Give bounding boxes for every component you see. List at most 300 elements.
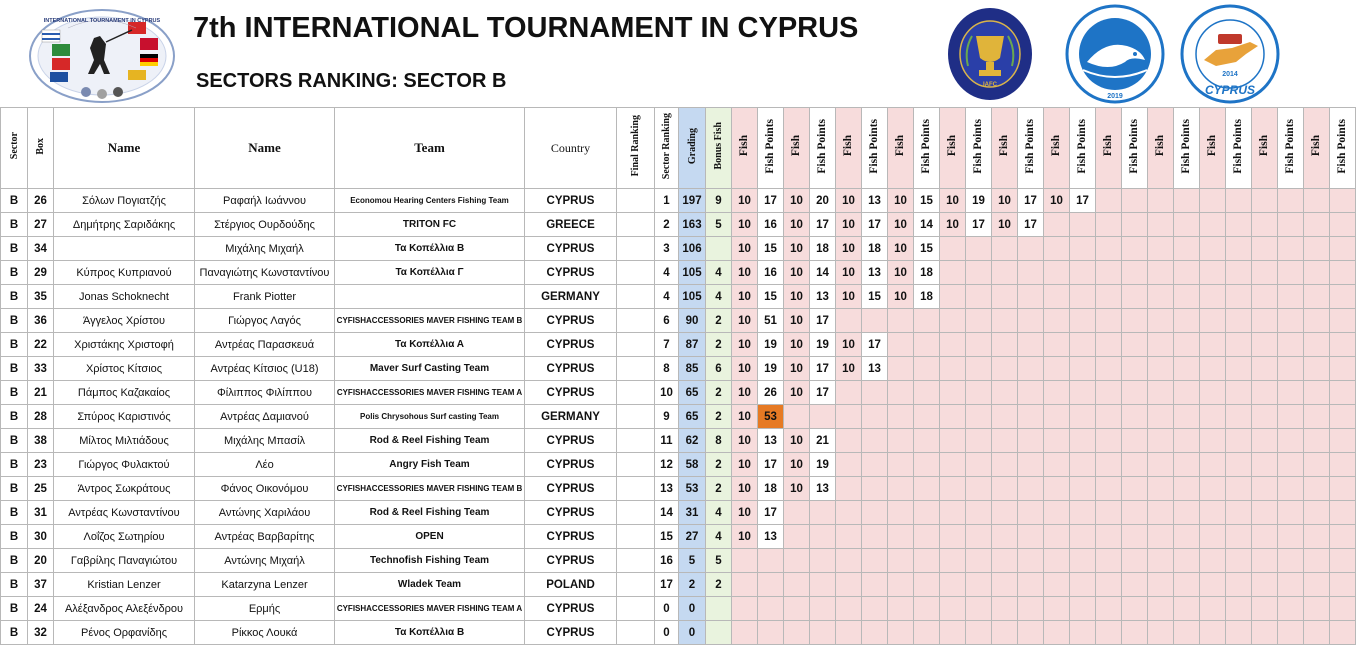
cell-fish-points (758, 621, 784, 645)
cell-final-ranking (617, 261, 655, 285)
cell-fish (1096, 381, 1122, 405)
cell-fish (836, 477, 862, 501)
cell-fish-points (1122, 285, 1148, 309)
cell-fish (1304, 213, 1330, 237)
cell-fish-points: 17 (810, 213, 836, 237)
cell-fish-points (914, 333, 940, 357)
cell-fish (1200, 285, 1226, 309)
cell-final-ranking (617, 333, 655, 357)
cell-fish (1200, 357, 1226, 381)
cell-fish: 10 (784, 189, 810, 213)
cell-fish (1096, 261, 1122, 285)
cell-team: Rod & Reel Fishing Team (335, 429, 525, 453)
cell-fish (940, 621, 966, 645)
cell-fish-points (1122, 213, 1148, 237)
cell-box: 27 (28, 213, 54, 237)
cell-fish-points (862, 405, 888, 429)
cell-fish-points (1070, 261, 1096, 285)
cell-bonus-fish: 4 (706, 261, 732, 285)
cell-fish (784, 621, 810, 645)
cell-fish: 10 (732, 261, 758, 285)
cell-fish: 10 (732, 405, 758, 429)
cell-fish-points (1174, 189, 1200, 213)
cell-grading: 5 (679, 549, 706, 573)
page-subtitle: SECTORS RANKING: SECTOR B (196, 70, 507, 92)
cell-fish-points (914, 573, 940, 597)
cell-fish (992, 333, 1018, 357)
cell-sector-ranking: 14 (655, 501, 679, 525)
cell-fish-points (862, 573, 888, 597)
cell-fish (1252, 501, 1278, 525)
cell-fish-points (1070, 357, 1096, 381)
cell-sector: B (1, 501, 28, 525)
cell-sector: B (1, 525, 28, 549)
cell-fish-points (1122, 357, 1148, 381)
cell-fish-points (1278, 357, 1304, 381)
cell-fish-points (1018, 501, 1044, 525)
cell-fish-points: 19 (758, 357, 784, 381)
cell-fish (1148, 381, 1174, 405)
cell-fish (940, 429, 966, 453)
cell-fish-points (1226, 501, 1252, 525)
header-fish: Fish (992, 108, 1018, 189)
cell-fish (1096, 285, 1122, 309)
cell-fish (1200, 309, 1226, 333)
cell-grading: 2 (679, 573, 706, 597)
cell-fish-points (1122, 501, 1148, 525)
cell-fish-points: 17 (1070, 189, 1096, 213)
cell-grading: 105 (679, 261, 706, 285)
header-fish-points: Fish Points (966, 108, 992, 189)
cell-sector: B (1, 237, 28, 261)
cell-fish (1044, 309, 1070, 333)
cell-country: GERMANY (525, 285, 617, 309)
cell-fish-points: 15 (914, 189, 940, 213)
cell-fish-points (966, 477, 992, 501)
cell-partner-name: Frank Piotter (195, 285, 335, 309)
cell-bonus-fish: 2 (706, 453, 732, 477)
cell-fish (1148, 261, 1174, 285)
cell-name: Γιώργος Φυλακτού (54, 453, 195, 477)
cell-team: Technofish Fishing Team (335, 549, 525, 573)
cell-fish (732, 573, 758, 597)
cell-fish (992, 429, 1018, 453)
cell-fish-points (1226, 285, 1252, 309)
cell-fish (992, 573, 1018, 597)
cell-fish (1304, 429, 1330, 453)
cell-fish (888, 597, 914, 621)
cell-fish (940, 501, 966, 525)
cell-sector-ranking: 17 (655, 573, 679, 597)
cell-name: Αλέξανδρος Αλεξένδρου (54, 597, 195, 621)
cell-fish (1252, 213, 1278, 237)
cell-fish (1200, 405, 1226, 429)
cell-fish-points (966, 597, 992, 621)
cell-fish: 10 (784, 285, 810, 309)
cell-fish-points: 17 (758, 189, 784, 213)
cell-team: CYFISHACCESSORIES MAVER FISHING TEAM B (335, 309, 525, 333)
cell-team: Rod & Reel Fishing Team (335, 501, 525, 525)
cell-fish-points (1018, 405, 1044, 429)
cell-fish-points: 21 (810, 429, 836, 453)
cell-fish: 10 (732, 213, 758, 237)
cell-fish (836, 501, 862, 525)
cell-name: Άγγελος Χρίστου (54, 309, 195, 333)
cell-fish-points (914, 549, 940, 573)
cell-team: CYFISHACCESSORIES MAVER FISHING TEAM B (335, 477, 525, 501)
cell-fish-points (1070, 549, 1096, 573)
cell-fish (1148, 501, 1174, 525)
cell-fish (784, 597, 810, 621)
header-fish-points: Fish Points (1018, 108, 1044, 189)
cell-fish-points (810, 573, 836, 597)
cell-fish (1304, 549, 1330, 573)
header-fish-points: Fish Points (1122, 108, 1148, 189)
cell-fish (940, 357, 966, 381)
cell-fish-points (1278, 549, 1304, 573)
cell-name: Αντρέας Κωνσταντίνου (54, 501, 195, 525)
cell-fish (888, 309, 914, 333)
cell-fish-points (1278, 189, 1304, 213)
cell-name: Ρένος Ορφανίδης (54, 621, 195, 645)
cyprus-federation-logo (1065, 4, 1165, 104)
cell-fish: 10 (888, 189, 914, 213)
cell-fish-points (1122, 237, 1148, 261)
cell-fish-points (1018, 357, 1044, 381)
header-fish-points: Fish Points (914, 108, 940, 189)
cell-grading: 0 (679, 597, 706, 621)
cell-fish-points (1018, 549, 1044, 573)
cell-fish (1252, 405, 1278, 429)
cell-country: POLAND (525, 573, 617, 597)
cell-bonus-fish: 5 (706, 213, 732, 237)
cell-fish-points (1330, 189, 1356, 213)
cell-box: 21 (28, 381, 54, 405)
cell-fish (1304, 573, 1330, 597)
tournament-logo-text: INTERNATIONAL TOURNAMENT IN CYPRUS (43, 18, 161, 24)
cell-country: CYPRUS (525, 621, 617, 645)
cell-final-ranking (617, 453, 655, 477)
cell-bonus-fish: 9 (706, 189, 732, 213)
header-fish: Fish (784, 108, 810, 189)
cell-fish (940, 333, 966, 357)
cell-fish (888, 453, 914, 477)
cell-fish (1252, 357, 1278, 381)
cell-fish-points: 16 (758, 213, 784, 237)
cell-name: Πάμπος Καζακαίος (54, 381, 195, 405)
cell-fish (1044, 549, 1070, 573)
cell-fish (992, 381, 1018, 405)
cell-name: Κύπρος Κυπριανού (54, 261, 195, 285)
cell-fish-points (1122, 261, 1148, 285)
cell-fish (1304, 333, 1330, 357)
cell-fish (1044, 621, 1070, 645)
cell-fish-points (1278, 213, 1304, 237)
cell-partner-name: Φίλιππος Φιλίππου (195, 381, 335, 405)
cell-fish (1096, 429, 1122, 453)
cell-fish: 10 (732, 285, 758, 309)
header-fish: Fish (888, 108, 914, 189)
cell-fish-points: 19 (810, 453, 836, 477)
cell-name: Χριστάκης Χριστοφή (54, 333, 195, 357)
cell-fish (1200, 261, 1226, 285)
cell-sector-ranking: 13 (655, 477, 679, 501)
cell-fish (888, 525, 914, 549)
cell-fish-points (1070, 597, 1096, 621)
cell-fish (1044, 597, 1070, 621)
cell-fish-points (810, 549, 836, 573)
cell-fish (836, 405, 862, 429)
cell-fish (1096, 549, 1122, 573)
cell-fish-points: 18 (758, 477, 784, 501)
cell-fish (732, 549, 758, 573)
cell-fish (1044, 405, 1070, 429)
cell-fish: 10 (784, 453, 810, 477)
cell-box: 23 (28, 453, 54, 477)
cell-sector-ranking: 16 (655, 549, 679, 573)
header-fish: Fish (836, 108, 862, 189)
cell-fish (992, 525, 1018, 549)
cell-sector-ranking: 0 (655, 597, 679, 621)
cell-fish-points (1018, 261, 1044, 285)
cell-fish-points (1226, 573, 1252, 597)
cell-fish-points (810, 525, 836, 549)
cell-fish-points (1174, 309, 1200, 333)
header-fish-points: Fish Points (810, 108, 836, 189)
header-sector-ranking: Sector Ranking (655, 108, 679, 189)
cell-partner-name: Λέο (195, 453, 335, 477)
table-row (1, 333, 1356, 357)
cell-final-ranking (617, 237, 655, 261)
cell-fish: 10 (784, 261, 810, 285)
cell-fish (784, 549, 810, 573)
cell-fish-points (1070, 573, 1096, 597)
cell-fish-points (966, 237, 992, 261)
table-row (1, 213, 1356, 237)
cell-fish: 10 (888, 213, 914, 237)
cell-fish-points (1278, 333, 1304, 357)
cell-partner-name: Μιχάλης Μιχαήλ (195, 237, 335, 261)
club-year: 2014 (1222, 71, 1238, 78)
cell-team: Τα Κοπέλλια Β (335, 237, 525, 261)
cell-team: Polis Chrysohous Surf casting Team (335, 405, 525, 429)
cell-fish-points: 13 (862, 261, 888, 285)
table-row (1, 189, 1356, 213)
cell-fish-points (810, 621, 836, 645)
cell-fish-points (1278, 429, 1304, 453)
cell-fish-points (1226, 621, 1252, 645)
cell-fish-points (1070, 285, 1096, 309)
cell-fish-points (1070, 453, 1096, 477)
cell-fish (888, 381, 914, 405)
cell-final-ranking (617, 549, 655, 573)
cell-fish (1304, 621, 1330, 645)
cell-fish (1044, 237, 1070, 261)
cell-fish (1252, 597, 1278, 621)
header-fish: Fish (1252, 108, 1278, 189)
cell-sector-ranking: 11 (655, 429, 679, 453)
cell-team: TRITON FC (335, 213, 525, 237)
cell-fish-points (758, 597, 784, 621)
cell-fish: 10 (732, 357, 758, 381)
cell-bonus-fish: 2 (706, 477, 732, 501)
cell-fish-points (914, 621, 940, 645)
cell-fish-points (1070, 333, 1096, 357)
cell-partner-name: Αντρέας Κίτσιος (U18) (195, 357, 335, 381)
cell-fish (1304, 381, 1330, 405)
cell-fish (1252, 621, 1278, 645)
cell-grading: 105 (679, 285, 706, 309)
header-fish: Fish (1148, 108, 1174, 189)
cell-fish: 10 (992, 213, 1018, 237)
cell-fish-points (966, 573, 992, 597)
cell-fish (1200, 525, 1226, 549)
cell-fish: 10 (836, 285, 862, 309)
cell-fish-points: 14 (810, 261, 836, 285)
cell-fish (1096, 357, 1122, 381)
cell-fish (940, 381, 966, 405)
cell-final-ranking (617, 309, 655, 333)
table-row (1, 429, 1356, 453)
cell-fish-points (1122, 405, 1148, 429)
cell-sector: B (1, 333, 28, 357)
cell-sector-ranking: 6 (655, 309, 679, 333)
table-row (1, 381, 1356, 405)
cell-fish (1044, 357, 1070, 381)
cell-fish-points (1226, 333, 1252, 357)
cell-country: CYPRUS (525, 189, 617, 213)
header-name1: Name (54, 108, 195, 189)
cell-fish-points (1122, 525, 1148, 549)
cell-fish-points (862, 525, 888, 549)
cell-fish (1304, 189, 1330, 213)
table-row (1, 621, 1356, 645)
cell-fish-points (1226, 477, 1252, 501)
cell-grading: 27 (679, 525, 706, 549)
cell-fish-points (1174, 381, 1200, 405)
cell-fish (1304, 405, 1330, 429)
cell-fish-points (1070, 405, 1096, 429)
cell-fish: 10 (784, 477, 810, 501)
cell-fish: 10 (732, 477, 758, 501)
cell-final-ranking (617, 501, 655, 525)
cell-fish-points (914, 453, 940, 477)
cell-name: Σόλων Πογιατζής (54, 189, 195, 213)
cell-fish (1200, 453, 1226, 477)
club-sub: CYPRUS (1204, 83, 1256, 97)
cell-fish-points (1070, 501, 1096, 525)
cell-sector: B (1, 453, 28, 477)
cell-fish-points (1018, 333, 1044, 357)
cell-partner-name: Παναγιώτης Κωνσταντίνου (195, 261, 335, 285)
cell-sector: B (1, 381, 28, 405)
cell-final-ranking (617, 381, 655, 405)
cell-sector-ranking: 3 (655, 237, 679, 261)
cell-bonus-fish: 2 (706, 573, 732, 597)
cell-name: Άντρος Σωκράτους (54, 477, 195, 501)
header-fish-points: Fish Points (1278, 108, 1304, 189)
cell-fish (1096, 237, 1122, 261)
cell-fish-points (1018, 573, 1044, 597)
cell-fish-points (1330, 309, 1356, 333)
cell-box: 24 (28, 597, 54, 621)
cell-fish-points (1070, 621, 1096, 645)
cell-fish-points: 14 (914, 213, 940, 237)
cell-fish (1252, 477, 1278, 501)
table-row (1, 357, 1356, 381)
cell-name: Jonas Schoknecht (54, 285, 195, 309)
cell-box: 36 (28, 309, 54, 333)
cell-fish (1096, 621, 1122, 645)
cell-fish-points: 18 (862, 237, 888, 261)
cell-fish-points (966, 333, 992, 357)
cell-final-ranking (617, 621, 655, 645)
cell-box: 20 (28, 549, 54, 573)
cell-fish-points (1174, 573, 1200, 597)
table-row (1, 237, 1356, 261)
cell-fish-points (1330, 477, 1356, 501)
cell-fish: 10 (784, 357, 810, 381)
cell-fish: 10 (732, 189, 758, 213)
cell-fish (1096, 477, 1122, 501)
cell-final-ranking (617, 189, 655, 213)
cell-fish (1096, 453, 1122, 477)
cell-fish-points (1330, 261, 1356, 285)
iasfc-logo (946, 6, 1034, 102)
cell-fish (1044, 213, 1070, 237)
cell-fish-points (1226, 309, 1252, 333)
cell-fish (1096, 501, 1122, 525)
cell-fish-points (810, 597, 836, 621)
cell-fish (1304, 525, 1330, 549)
cell-fish-points (1278, 573, 1304, 597)
cell-fish-points (914, 501, 940, 525)
cell-team (335, 285, 525, 309)
cell-fish-points (1226, 237, 1252, 261)
cell-fish-points (966, 357, 992, 381)
cell-fish (1148, 285, 1174, 309)
cell-fish (1148, 357, 1174, 381)
cell-fish-points (1330, 621, 1356, 645)
cell-fish (992, 501, 1018, 525)
cell-fish-points (1226, 549, 1252, 573)
cell-fish-points (914, 405, 940, 429)
table-row (1, 309, 1356, 333)
header-fish: Fish (1096, 108, 1122, 189)
cell-fish-points (1330, 573, 1356, 597)
cell-fish-points (1174, 213, 1200, 237)
cell-fish-points (1174, 429, 1200, 453)
cell-fish-points (1330, 501, 1356, 525)
cell-fish (836, 573, 862, 597)
cell-fish (888, 549, 914, 573)
cell-fish-points (758, 573, 784, 597)
sport-fishing-club-logo (1180, 4, 1280, 104)
cell-fish (1044, 477, 1070, 501)
cell-fish (1096, 597, 1122, 621)
cell-country: CYPRUS (525, 429, 617, 453)
cell-fish-points (966, 261, 992, 285)
cell-sector: B (1, 621, 28, 645)
cell-box: 22 (28, 333, 54, 357)
cell-sector-ranking: 1 (655, 189, 679, 213)
cell-sector-ranking: 2 (655, 213, 679, 237)
header-grading: Grading (679, 108, 706, 189)
cell-fish-points (1018, 285, 1044, 309)
cell-fish-points (966, 309, 992, 333)
cell-fish-points (1018, 525, 1044, 549)
cell-fish (1252, 333, 1278, 357)
